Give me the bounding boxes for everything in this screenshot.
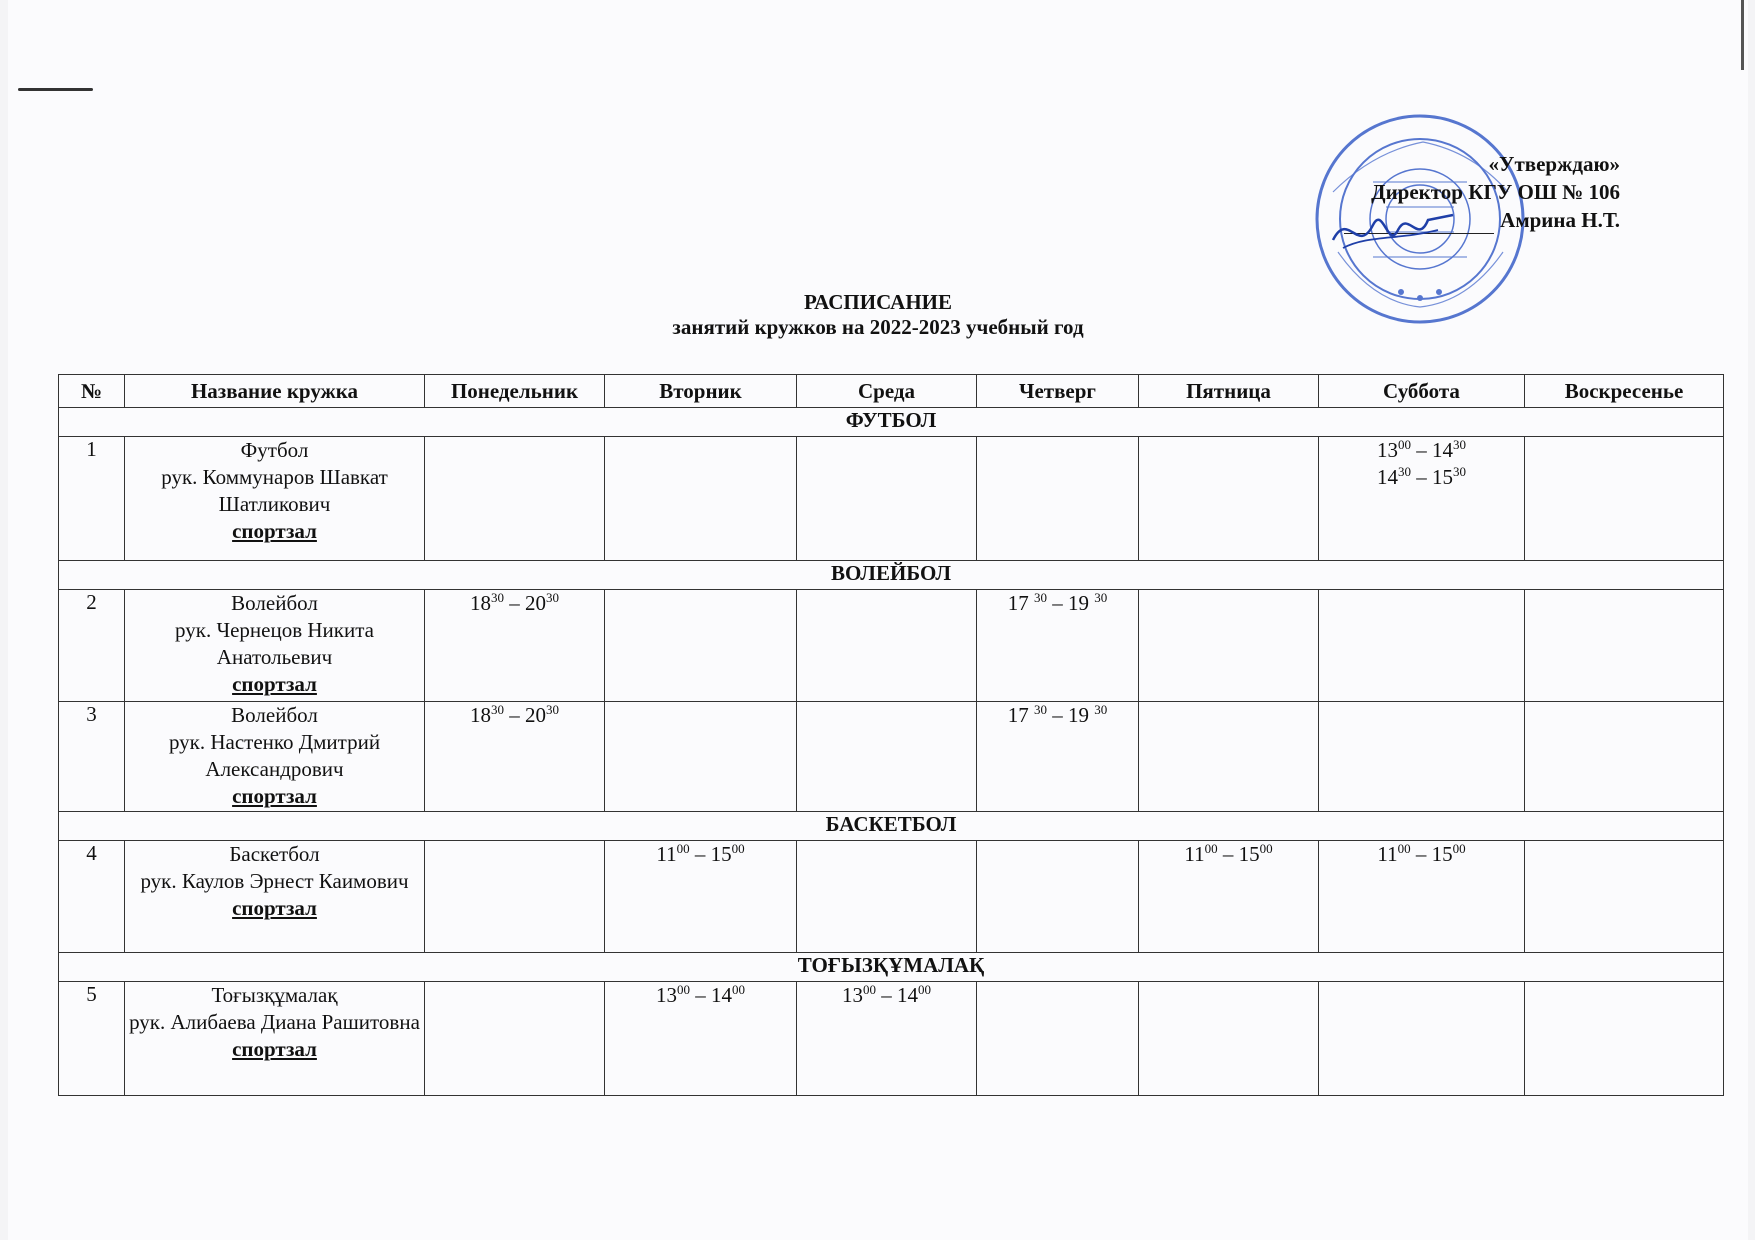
signature-icon <box>1328 200 1458 260</box>
end-minutes: 00 <box>732 982 745 997</box>
start-minutes: 00 <box>1204 841 1218 856</box>
section-title: БАСКЕТБОЛ <box>59 812 1724 841</box>
club-name: Волейбол <box>231 591 318 615</box>
time-cell <box>1525 982 1724 1096</box>
end-minutes: 00 <box>1259 841 1273 856</box>
time-cell <box>425 982 605 1096</box>
time-cell <box>605 590 797 702</box>
club-leader: рук. Каулов Эрнест Каимович <box>140 869 409 893</box>
time-cell <box>1319 590 1525 702</box>
club-place: спортзал <box>232 1037 317 1061</box>
schedule-table <box>58 374 1724 1096</box>
time-cell <box>977 590 1139 702</box>
time-cell <box>1525 437 1724 561</box>
row-number: 4 <box>59 841 125 953</box>
end-hour: 15 <box>1238 842 1260 866</box>
time-cell <box>1139 702 1319 812</box>
club-name: Баскетбол <box>229 842 320 866</box>
table-header-row <box>59 375 1724 408</box>
time-cell <box>977 982 1139 1096</box>
start-minutes: 30 <box>491 590 504 605</box>
column-header: Суббота <box>1319 375 1525 408</box>
time-slot <box>977 702 1138 729</box>
column-header: Четверг <box>977 375 1139 408</box>
start-minutes: 00 <box>863 982 876 997</box>
end-hour: 15 <box>1431 842 1453 866</box>
approval-line-1: «Утверждаю» <box>1488 152 1620 176</box>
start-minutes: 30 <box>1398 464 1411 479</box>
time-dash: – <box>1217 842 1239 866</box>
time-slot <box>1139 841 1318 868</box>
time-dash: – <box>1411 465 1432 489</box>
end-minutes: 30 <box>1094 590 1108 605</box>
start-hour: 11 <box>1377 842 1398 866</box>
table-row <box>59 590 1724 702</box>
column-header: Вторник <box>605 375 797 408</box>
end-minutes: 00 <box>1452 841 1466 856</box>
club-leader: рук. Алибаева Диана Рашитовна <box>129 1010 420 1034</box>
start-hour: 18 <box>470 591 491 615</box>
end-hour: 15 <box>1432 465 1453 489</box>
time-slot <box>1319 841 1524 868</box>
end-minutes: 30 <box>546 590 559 605</box>
time-cell <box>1525 841 1724 953</box>
time-slot <box>425 702 604 729</box>
time-cell <box>1319 982 1525 1096</box>
time-cell <box>977 437 1139 561</box>
start-minutes: 00 <box>677 982 690 997</box>
start-hour: 17 <box>1007 703 1034 727</box>
column-header: Воскресенье <box>1525 375 1724 408</box>
start-hour: 13 <box>656 983 677 1007</box>
time-slot <box>1319 437 1524 464</box>
time-cell <box>425 590 605 702</box>
club-cell <box>125 702 425 812</box>
section-row <box>59 953 1724 982</box>
time-cell <box>797 982 977 1096</box>
time-cell <box>797 841 977 953</box>
start-minutes: 00 <box>1397 841 1411 856</box>
club-place: спортзал <box>232 784 317 808</box>
time-cell <box>1139 841 1319 953</box>
end-minutes: 30 <box>1453 437 1466 452</box>
time-slot <box>797 982 976 1009</box>
club-cell <box>125 590 425 702</box>
time-cell <box>1139 437 1319 561</box>
club-cell <box>125 437 425 561</box>
start-hour: 11 <box>1184 842 1205 866</box>
table-row <box>59 437 1724 561</box>
title-line-2: занятий кружков на 2022-2023 учебный год <box>672 315 1084 339</box>
row-number: 1 <box>59 437 125 561</box>
end-hour: 20 <box>525 703 546 727</box>
club-place: спортзал <box>232 896 317 920</box>
end-hour: 14 <box>1432 438 1453 462</box>
column-header: Среда <box>797 375 977 408</box>
start-hour: 17 <box>1007 591 1034 615</box>
end-hour: 15 <box>710 842 732 866</box>
club-leader: рук. Коммунаров Шавкат Шатликович <box>161 465 388 516</box>
time-slot <box>977 590 1138 617</box>
time-slot <box>425 590 604 617</box>
approval-line-2: Директор КГУ ОШ № 106 <box>1371 180 1620 204</box>
club-place: спортзал <box>232 519 317 543</box>
title-line-1: РАСПИСАНИЕ <box>803 290 953 314</box>
time-cell <box>1525 702 1724 812</box>
time-cell <box>977 702 1139 812</box>
time-cell <box>1139 982 1319 1096</box>
row-number: 5 <box>59 982 125 1096</box>
time-dash: – <box>504 591 525 615</box>
row-number: 2 <box>59 590 125 702</box>
time-cell <box>425 841 605 953</box>
club-name: Тоғызқұмалақ <box>211 983 338 1007</box>
time-cell <box>1319 702 1525 812</box>
time-cell <box>1139 590 1319 702</box>
section-row <box>59 561 1724 590</box>
time-cell <box>797 590 977 702</box>
start-minutes: 30 <box>491 702 504 717</box>
director-name: Амрина Н.Т. <box>1500 208 1620 232</box>
time-cell <box>1319 841 1525 953</box>
section-title: ТОҒЫЗҚҰМАЛАҚ <box>59 953 1724 982</box>
end-hour: – 19 <box>1047 591 1095 615</box>
time-dash: – <box>504 703 525 727</box>
start-minutes: 30 <box>1034 590 1047 605</box>
table-row <box>59 982 1724 1096</box>
time-dash: – <box>1411 438 1432 462</box>
column-header: Название кружка <box>125 375 425 408</box>
start-hour: 18 <box>470 703 491 727</box>
section-row <box>59 408 1724 437</box>
table-row <box>59 841 1724 953</box>
start-minutes: 00 <box>1398 437 1411 452</box>
time-cell <box>1319 437 1525 561</box>
club-leader: рук. Настенко Дмитрий Александрович <box>168 730 381 781</box>
club-cell <box>125 841 425 953</box>
club-name: Волейбол <box>231 703 318 727</box>
start-minutes: 30 <box>1034 702 1047 717</box>
time-cell <box>425 702 605 812</box>
row-number: 3 <box>59 702 125 812</box>
time-dash: – <box>1410 842 1432 866</box>
column-header: Пятница <box>1139 375 1319 408</box>
time-cell <box>1525 590 1724 702</box>
document-sheet <box>8 0 1748 1240</box>
time-cell <box>605 982 797 1096</box>
club-cell <box>125 982 425 1096</box>
end-minutes: 30 <box>546 702 559 717</box>
section-row <box>59 812 1724 841</box>
schedule-body <box>59 408 1724 1096</box>
end-hour: – 19 <box>1047 703 1095 727</box>
time-slot <box>605 982 796 1009</box>
club-name: Футбол <box>240 438 309 462</box>
section-title: ФУТБОЛ <box>59 408 1724 437</box>
column-header: Понедельник <box>425 375 605 408</box>
end-minutes: 30 <box>1094 702 1108 717</box>
time-slot <box>605 841 796 868</box>
end-minutes: 00 <box>731 841 745 856</box>
time-dash: – <box>876 983 897 1007</box>
start-hour: 11 <box>656 842 677 866</box>
start-hour: 13 <box>1377 438 1398 462</box>
time-slot <box>1319 464 1524 491</box>
club-place: спортзал <box>232 672 317 696</box>
end-hour: 20 <box>525 591 546 615</box>
section-title: ВОЛЕЙБОЛ <box>59 561 1724 590</box>
start-hour: 14 <box>1377 465 1398 489</box>
time-cell <box>425 437 605 561</box>
end-hour: 14 <box>897 983 918 1007</box>
time-cell <box>797 702 977 812</box>
time-dash: – <box>690 983 711 1007</box>
end-minutes: 00 <box>918 982 931 997</box>
scan-edge <box>1741 0 1744 70</box>
end-minutes: 30 <box>1453 464 1466 479</box>
column-header: № <box>59 375 125 408</box>
time-cell <box>797 437 977 561</box>
start-minutes: 00 <box>676 841 690 856</box>
time-cell <box>605 841 797 953</box>
time-cell <box>605 702 797 812</box>
club-leader: рук. Чернецов Никита Анатольевич <box>175 618 374 669</box>
time-cell <box>605 437 797 561</box>
scan-mark <box>18 88 93 91</box>
end-hour: 14 <box>711 983 732 1007</box>
time-dash: – <box>689 842 711 866</box>
table-row <box>59 702 1724 812</box>
time-cell <box>977 841 1139 953</box>
start-hour: 13 <box>842 983 863 1007</box>
